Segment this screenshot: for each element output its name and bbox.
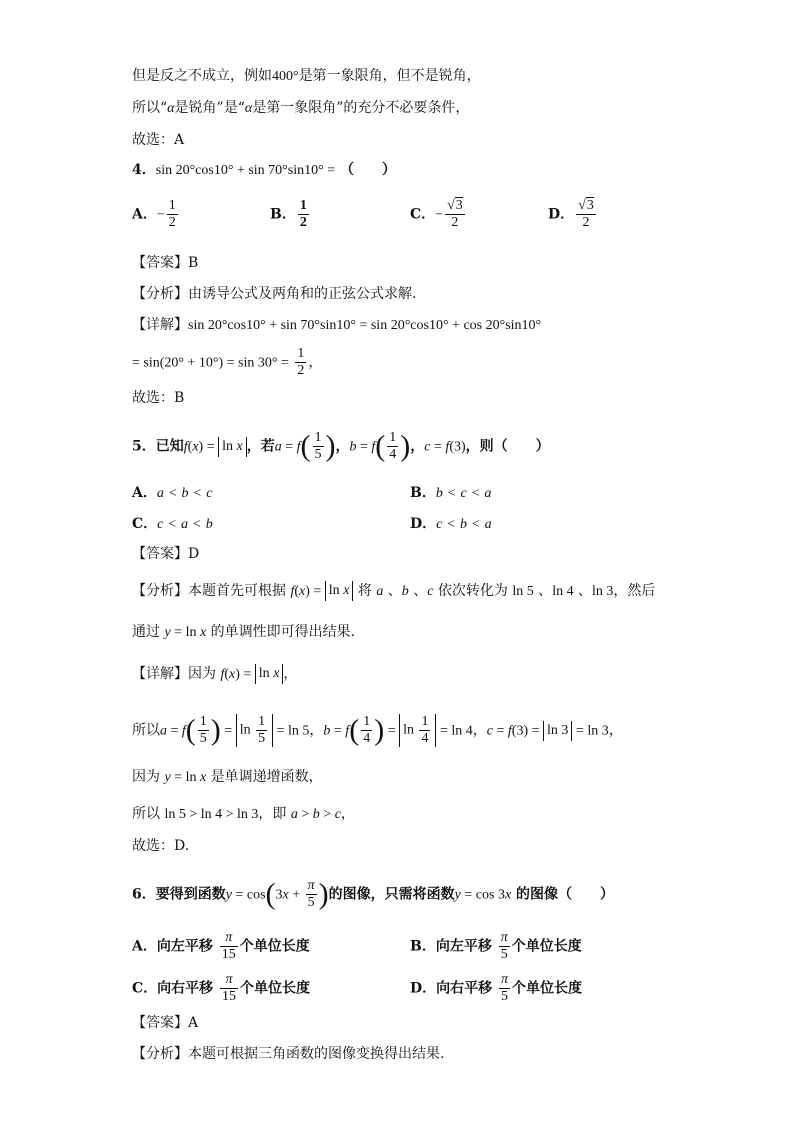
q4-detail-2: = sin(20° + 10°) = sin 30° = $\frac{1}{2}$ ， — [132, 346, 323, 378]
q5-detail-1: 【详解】因为 f(x) = ln x ， — [132, 666, 298, 682]
q5-detail-4: 所以 ln 5 > ln 4 > ln 3，即 a > b > c， — [132, 806, 355, 822]
q5-option-c: C．c < a < b — [132, 516, 213, 532]
q4-choose: 故选：B — [132, 390, 185, 406]
q4-option-c: C．− $\frac{√3}{2}$ — [410, 198, 463, 230]
q4-detail-1: 【详解】sin 20°cos10° + sin 70°sin10° = sin 20°cos10° + cos 20°sin10° — [132, 317, 542, 333]
q5-detail-3: 因为 y = ln x 是单调递增函数， — [132, 769, 323, 785]
q6-answer: 【答案】A — [132, 1015, 199, 1031]
text-line-2: 所以“α是锐角”是“α是第一象限角”的充分不必要条件， — [132, 100, 470, 116]
q5-choose: 故选：D. — [132, 838, 190, 854]
q6-stem: 6．要得到函数y = cos(3x + $\frac{\pi}{5}$ )的图像，只需将函数y = cos 3x 的图像（ ） — [132, 877, 615, 911]
q5-detail-2: 所以a = f( $\frac{1}{5}$ ) = ln $\frac{1}{5}$ = ln 5，b = f( $\frac{1}{4}$ ) = ln $\frac{1}{4}$ = ln 4，c = f(3) = ln 3 = ln 3， — [132, 713, 623, 747]
q5-option-b: B．b < c < a — [410, 485, 492, 501]
q4-answer: 【答案】B — [132, 255, 199, 271]
q5-option-a: A．a < b < c — [132, 485, 213, 501]
q4-stem: 4．sin 20°cos10° + sin 70°sin10° = （ ） — [132, 162, 396, 178]
q4-option-a: A．− $\frac{1}{2}$ — [132, 198, 176, 230]
text-line-1: 但是反之不成立，例如400°是第一象限角，但不是锐角， — [132, 68, 481, 84]
q6-option-d: D．向右平移 $\frac{\pi}{5}$ 个单位长度 — [410, 972, 583, 1004]
q4-option-b: B． $\frac{1}{2}$ — [270, 198, 307, 230]
q6-option-c: C．向右平移 $\frac{\pi}{15}$ 个单位长度 — [132, 972, 311, 1004]
q6-option-b: B．向左平移 $\frac{\pi}{5}$ 个单位长度 — [410, 930, 582, 962]
q6-option-a: A．向左平移 $\frac{\pi}{15}$ 个单位长度 — [132, 930, 310, 962]
q4-option-d: D． $\frac{√3}{2}$ — [548, 198, 594, 230]
q5-analysis-2: 通过 y = ln x 的单调性即可得出结果. — [132, 624, 356, 640]
text-line-3: 故选：A — [132, 132, 185, 148]
q5-analysis-1: 【分析】本题首先可根据 f(x) = ln x 将 a 、b 、c 依次转化为 ln 5 、ln 4 、ln 3，然后 — [132, 583, 656, 599]
q6-analysis: 【分析】本题可根据三角函数的图像变换得出结果. — [132, 1046, 445, 1062]
q5-option-d: D．c < b < a — [410, 516, 492, 532]
q5-stem: 5．已知f(x) = ln x ，若a = f( $\frac{1}{5}$ )，b = f( $\frac{1}{4}$ )，c = f(3)，则（ ） — [132, 429, 550, 463]
q4-analysis: 【分析】由诱导公式及两角和的正弦公式求解. — [132, 286, 417, 302]
q5-answer: 【答案】D — [132, 546, 200, 562]
